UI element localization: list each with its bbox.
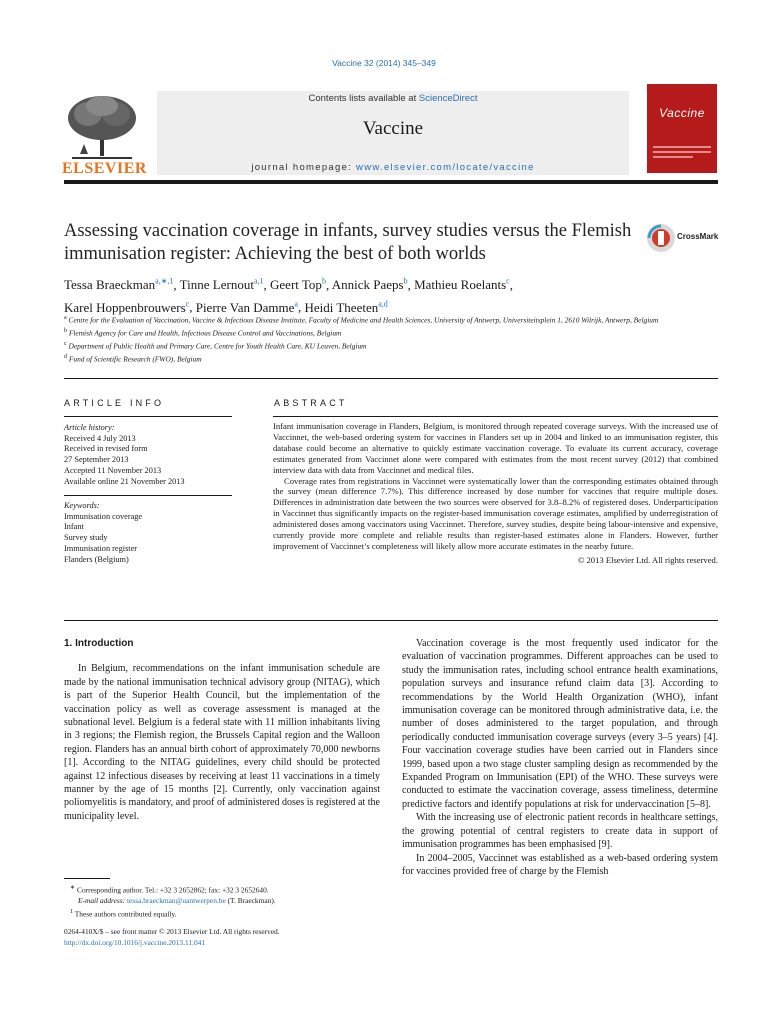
elsevier-wordmark: ELSEVIER — [62, 160, 147, 177]
divider — [64, 620, 718, 621]
keywords-label: Keywords: — [64, 501, 100, 510]
abstract-heading: ABSTRACT — [274, 398, 348, 408]
history-item: Received in revised form — [64, 444, 148, 454]
history-label: Article history: — [64, 423, 115, 432]
homepage-link[interactable]: www.elsevier.com/locate/vaccine — [356, 162, 535, 173]
header-rule — [64, 180, 718, 184]
contents-line — [157, 93, 629, 104]
author[interactable]: Mathieu Roelants$^c$ — [414, 277, 510, 293]
footnote-corresponding: ∗ Corresponding author. Tel.: +32 3 2652862; fax: +32 3 2652640. — [70, 885, 269, 895]
history-item: Received 4 July 2013 — [64, 433, 136, 443]
author[interactable]: Karel Hoppenbrouwers$^c$ — [64, 299, 190, 315]
cover-title: Vaccine — [659, 106, 705, 120]
abstract-body — [273, 421, 718, 566]
homepage-prefix: journal homepage: — [251, 162, 357, 173]
doi-link[interactable]: http://dx.doi.org/10.1016/j.vaccine.2013.11.041 — [64, 937, 206, 947]
author[interactable]: Pierre Van Damme$^a$ — [195, 299, 298, 315]
author[interactable]: Geert Top$^b$ — [270, 277, 326, 293]
affiliation: $^d$ Fund of Scientific Research (FWO), Belgium — [64, 353, 202, 364]
footnote-email: E-mail address: tessa.braeckman@uantwerpen.be (T. Braeckman). — [78, 896, 276, 906]
cover-text-line — [653, 146, 711, 148]
history-item: Accepted 11 November 2013 — [64, 465, 162, 475]
cover-text-line — [653, 156, 693, 158]
affiliation: $^a$ Centre for the Evaluation of Vaccination, Vaccine & Infectious Disease Institute, Faculty of Medicine and Health Sciences, University of Antwerp, Universiteitsplein 1, 2610 Wilrijk, Antwerp, Belgium — [64, 315, 659, 325]
author[interactable]: Annick Paeps$^b$ — [331, 277, 408, 293]
email-link[interactable]: tessa.braeckman@uantwerpen.be — [127, 896, 226, 906]
history-item: Available online 21 November 2013 — [64, 476, 185, 486]
crossmark-badge[interactable] — [645, 222, 725, 254]
crossmark-icon — [645, 222, 677, 254]
divider — [64, 495, 232, 496]
body-paragraph: In 2004–2005, Vaccinnet was established as a web-based ordering system for vaccines provided free of charge by the Flemish — [402, 852, 718, 877]
keyword: Infant — [64, 522, 84, 532]
abstract-paragraph: Coverage rates from registrations in Vaccinnet were systematically lower than the corresponding estimates obtained through the survey (mean difference 7.7%). This difference increased by dose number for vaccines that require multiple doses. Differences in administration date between the two sources were observed for 3.8–8.2% of registered doses. Underparticipation in Vaccinnet thus significantly impacts on the register-based immunisation coverage estimates, amplified by underregistration of administered doses among vaccinators using Vaccinnet. Therefore, survey studies, despite being labour-intensive and expensive, currently provide more complete and reliable results than register-based estimates alone in Flanders. However, further improvement of Vaccinnet’s completeness will likely allow more accurate estimates in the nearby future. — [273, 475, 718, 551]
contents-prefix: Contents lists available at — [308, 93, 419, 104]
body-paragraph: With the increasing use of electronic patient records in healthcare settings, the growing potential of central registers to create data in support of immunisation programmes has been emphasised [9]. — [402, 812, 718, 851]
sciencedirect-link[interactable]: ScienceDirect — [418, 93, 478, 104]
affiliation: $^b$ Flemish Agency for Care and Health, Infectious Disease Control and Vaccinations, Belgium — [64, 327, 342, 338]
body-column-left — [64, 637, 380, 823]
keywords — [64, 501, 234, 565]
copyright-line: © 2013 Elsevier Ltd. All rights reserved. — [577, 554, 718, 565]
journal-citation[interactable]: Vaccine 32 (2014) 345–349 — [332, 58, 436, 68]
keyword: Immunisation register — [64, 543, 138, 553]
divider — [273, 416, 718, 417]
keyword: Flanders (Belgium) — [64, 554, 129, 564]
divider — [64, 416, 232, 417]
issn-line: 0264-410X/$ – see front matter © 2013 Elsevier Ltd. All rights reserved. — [64, 927, 280, 936]
section-heading: 1. Introduction — [64, 638, 134, 649]
author-list: Tessa Braeckman$^{a,∗,1}$, Tinne Lernout$^{a,1}$, Geert Top$^b$, Annick Paeps$^b$, Mathieu Roelants$^c$, Karel Hoppenbrouwers$^c$, Pierre Van Damme$^a$, Heidi Theeten$^{a,d}$ — [64, 277, 513, 315]
author[interactable]: Tessa Braeckman$^{a,∗,1}$ — [64, 277, 174, 293]
history-item: 27 September 2013 — [64, 455, 129, 465]
article-info-heading: ARTICLE INFO — [64, 398, 165, 408]
body-paragraph: In Belgium, recommendations on the infant immunisation schedule are made by the national immunisation technical advisory group (NITAG), which is part of the Superior Health Council, but the implementation of the vaccination policy as well as coverage assessment is managed at the subnational level. Belgium is a federal state with 11 million inhabitants living in 3 regions; the Flemish region, the Brussels Capital region and the Walloon region. Flanders has an annual birth cohort of approximately 70,000 newborns [1]. According to the NITAG guidelines, every child should be protected against 12 infectious diseases by receiving at least 11 vaccinations in a timely manner by the age of 15 months [2]. Currently, only vaccination against poliomyelitis is mandatory, and proof of administered doses is registered at the municipality level. — [64, 663, 380, 822]
journal-cover-image — [647, 84, 717, 173]
journal-name: Vaccine — [362, 118, 424, 139]
body-paragraph: Vaccination coverage is the most frequently used indicator for the evaluation of vaccination programmes. Different approaches can be used to study the immunisation rates, including school entrance health examinations, population surveys and insurance refund claim data [3]. According to recommendations by the World Health Organization (WHO), infant immunisation coverage can be monitored through administrative data, i.e. the number of doses administered to the target population, and through periodically conducted immunisation coverage surveys (every 3–5 years) [4]. Four vaccination coverage studies have been carried out in Flanders since 1999, based upon a two stage cluster sampling design as recommended by the Expanded Program on Immunisation (EPI) of the WHO. These surveys were conducted to estimate the vaccination coverage, assess timeliness, determine predictive factors and identify populations at risk for undervaccination [5–8]. — [402, 638, 718, 810]
keyword: Immunisation coverage — [64, 511, 143, 521]
keyword: Survey study — [64, 533, 108, 543]
affiliation: $^c$ Department of Public Health and Primary Care, Centre for Youth Health Care, KU Leuven, Belgium — [64, 340, 367, 351]
footnote-rule — [64, 878, 110, 879]
crossmark-label: CrossMark — [677, 232, 719, 241]
author[interactable]: Heidi Theeten$^{a,d}$ — [304, 299, 388, 315]
author[interactable]: Tinne Lernout$^{a,1}$ — [179, 277, 264, 293]
article-history — [64, 423, 234, 487]
homepage-line — [157, 162, 629, 173]
front-matter — [64, 927, 394, 948]
footnotes — [64, 883, 394, 920]
body-column-right — [402, 637, 718, 878]
cover-text-line — [653, 151, 711, 153]
abstract-paragraph: Infant immunisation coverage in Flanders, Belgium, is monitored through repeated coverage surveys. With the increased use of Vaccinnet, the web-based ordering system for vaccines in Flanders set up in 2004 and linked to an immunisation register, this database could become an alternative to quickly estimate vaccination coverage. To evaluate its current accuracy, coverage estimates generated from Vaccinnet alone were compared with estimates from the most recent survey (2012) that combined interview data with data from Vaccinnet and medical files. — [273, 421, 718, 475]
affiliations — [64, 313, 704, 365]
article-title: Assessing vaccination coverage in infants, survey studies versus the Flemish immunisation register: Achieving the best of both worlds — [64, 221, 632, 264]
divider — [64, 378, 718, 379]
footnote-equal: $^1$ These authors contributed equally. — [70, 908, 177, 919]
